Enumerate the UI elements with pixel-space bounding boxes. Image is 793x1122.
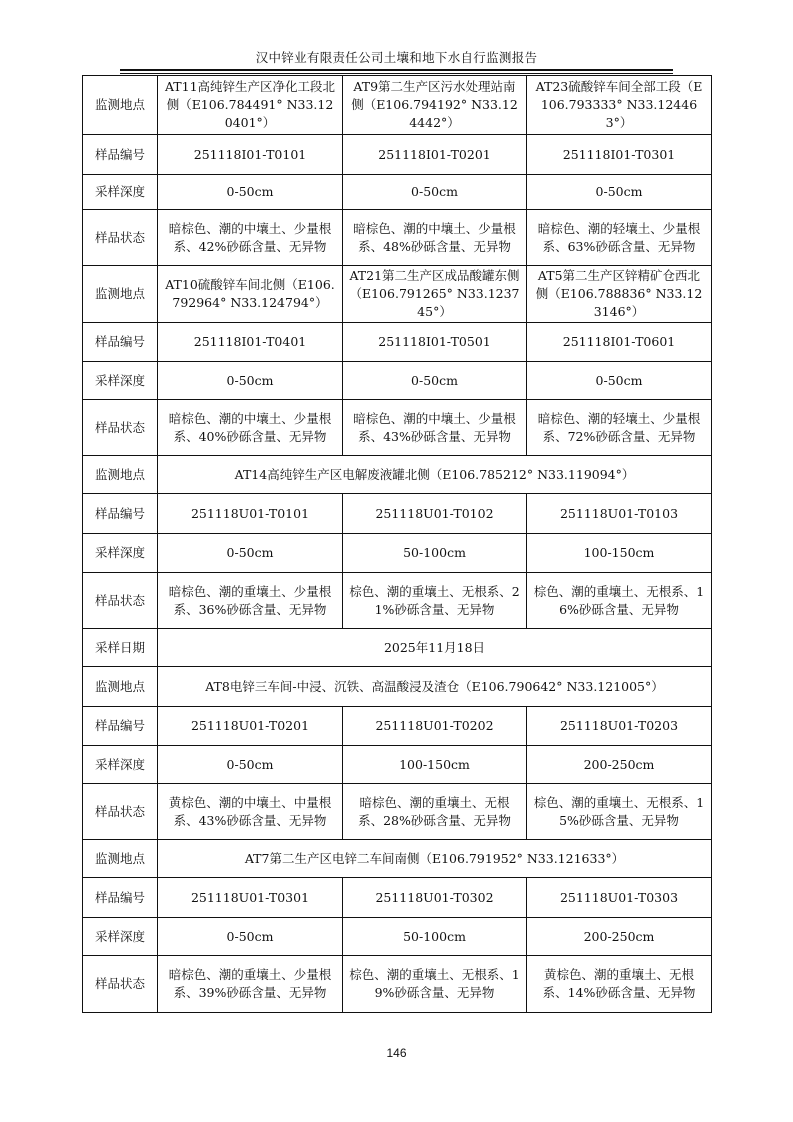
table-row bbox=[83, 135, 712, 175]
location-cell: AT23硫酸锌车间全部工段（E106.793333° N33.124463°） bbox=[527, 76, 712, 135]
status-cell: 暗棕色、潮的重壤土、无根系、28%砂砾含量、无异物 bbox=[343, 784, 527, 840]
table-row bbox=[83, 840, 712, 878]
depth-cell: 100-150cm bbox=[343, 746, 527, 784]
table-row bbox=[83, 362, 712, 400]
row-label-status: 样品状态 bbox=[83, 573, 158, 629]
row-label-status: 样品状态 bbox=[83, 400, 158, 456]
sample-id-cell: 251118U01-T0302 bbox=[343, 878, 527, 918]
row-label-location: 监测地点 bbox=[83, 667, 158, 707]
row-label-sample-id: 样品编号 bbox=[83, 135, 158, 175]
sample-id-cell: 251118U01-T0301 bbox=[158, 878, 343, 918]
depth-cell: 0-50cm bbox=[158, 746, 343, 784]
sample-id-cell: 251118I01-T0201 bbox=[343, 135, 527, 175]
row-label-status: 样品状态 bbox=[83, 956, 158, 1013]
table-row bbox=[83, 918, 712, 956]
status-cell: 暗棕色、潮的中壤土、少量根系、40%砂砾含量、无异物 bbox=[158, 400, 343, 456]
row-label-location: 监测地点 bbox=[83, 266, 158, 323]
sample-id-cell: 251118U01-T0303 bbox=[527, 878, 712, 918]
sample-id-cell: 251118I01-T0101 bbox=[158, 135, 343, 175]
location-cell: AT21第二生产区成品酸罐东侧（E106.791265° N33.123745°） bbox=[343, 266, 527, 323]
sample-id-cell: 251118U01-T0202 bbox=[343, 707, 527, 746]
report-header-title: 汉中锌业有限责任公司土壤和地下水自行监测报告 bbox=[255, 50, 538, 65]
status-cell: 暗棕色、潮的轻壤土、少量根系、72%砂砾含量、无异物 bbox=[527, 400, 712, 456]
table-row bbox=[83, 667, 712, 707]
depth-cell: 50-100cm bbox=[343, 918, 527, 956]
header-rule-thick bbox=[120, 69, 673, 71]
table-row bbox=[83, 400, 712, 456]
location-cell-merged: AT14高纯锌生产区电解废液罐北侧（E106.785212° N33.119094°） bbox=[158, 456, 712, 494]
row-label-depth: 采样深度 bbox=[83, 534, 158, 573]
location-cell: AT10硫酸锌车间北侧（E106.792964° N33.124794°） bbox=[158, 266, 343, 323]
depth-cell: 0-50cm bbox=[158, 175, 343, 210]
status-cell: 暗棕色、潮的重壤土、少量根系、39%砂砾含量、无异物 bbox=[158, 956, 343, 1013]
table-row bbox=[83, 629, 712, 667]
row-label-status: 样品状态 bbox=[83, 210, 158, 266]
sample-id-cell: 251118I01-T0401 bbox=[158, 323, 343, 362]
row-label-sample-id: 样品编号 bbox=[83, 494, 158, 534]
depth-cell: 0-50cm bbox=[527, 362, 712, 400]
depth-cell: 200-250cm bbox=[527, 918, 712, 956]
status-cell: 棕色、潮的重壤土、无根系、16%砂砾含量、无异物 bbox=[527, 573, 712, 629]
status-cell: 暗棕色、潮的轻壤土、少量根系、63%砂砾含量、无异物 bbox=[527, 210, 712, 266]
row-label-location: 监测地点 bbox=[83, 76, 158, 135]
table-row bbox=[83, 210, 712, 266]
depth-cell: 50-100cm bbox=[343, 534, 527, 573]
sample-id-cell: 251118U01-T0102 bbox=[343, 494, 527, 534]
depth-cell: 200-250cm bbox=[527, 746, 712, 784]
header-rule-thin bbox=[120, 73, 673, 74]
location-cell-merged: AT7第二生产区电锌二车间南侧（E106.791952° N33.121633°） bbox=[158, 840, 712, 878]
row-label-sample-id: 样品编号 bbox=[83, 707, 158, 746]
table-row bbox=[83, 534, 712, 573]
location-cell: AT11高纯锌生产区净化工段北侧（E106.784491° N33.120401°） bbox=[158, 76, 343, 135]
sample-id-cell: 251118U01-T0201 bbox=[158, 707, 343, 746]
status-cell: 暗棕色、潮的重壤土、少量根系、36%砂砾含量、无异物 bbox=[158, 573, 343, 629]
row-label-location: 监测地点 bbox=[83, 840, 158, 878]
status-cell: 黄棕色、潮的中壤土、中量根系、43%砂砾含量、无异物 bbox=[158, 784, 343, 840]
sample-id-cell: 251118I01-T0501 bbox=[343, 323, 527, 362]
table-row bbox=[83, 784, 712, 840]
depth-cell: 0-50cm bbox=[343, 175, 527, 210]
depth-cell: 0-50cm bbox=[158, 362, 343, 400]
monitoring-table bbox=[82, 75, 712, 1013]
table-row bbox=[83, 573, 712, 629]
row-label-depth: 采样深度 bbox=[83, 362, 158, 400]
row-label-sample-id: 样品编号 bbox=[83, 878, 158, 918]
location-cell-merged: AT8电锌三车间-中浸、沉铁、高温酸浸及渣仓（E106.790642° N33.121005°） bbox=[158, 667, 712, 707]
table-row bbox=[83, 494, 712, 534]
depth-cell: 0-50cm bbox=[158, 534, 343, 573]
sample-id-cell: 251118U01-T0101 bbox=[158, 494, 343, 534]
status-cell: 黄棕色、潮的重壤土、无根系、14%砂砾含量、无异物 bbox=[527, 956, 712, 1013]
row-label-depth: 采样深度 bbox=[83, 175, 158, 210]
sample-id-cell: 251118I01-T0301 bbox=[527, 135, 712, 175]
row-label-location: 监测地点 bbox=[83, 456, 158, 494]
table-row bbox=[83, 175, 712, 210]
row-label-status: 样品状态 bbox=[83, 784, 158, 840]
table-row bbox=[83, 878, 712, 918]
sample-id-cell: 251118I01-T0601 bbox=[527, 323, 712, 362]
row-label-depth: 采样深度 bbox=[83, 918, 158, 956]
table-row bbox=[83, 707, 712, 746]
location-cell: AT9第二生产区污水处理站南侧（E106.794192° N33.124442°） bbox=[343, 76, 527, 135]
table-row bbox=[83, 456, 712, 494]
depth-cell: 100-150cm bbox=[527, 534, 712, 573]
depth-cell: 0-50cm bbox=[527, 175, 712, 210]
status-cell: 棕色、潮的重壤土、无根系、19%砂砾含量、无异物 bbox=[343, 956, 527, 1013]
row-label-depth: 采样深度 bbox=[83, 746, 158, 784]
table-row bbox=[83, 323, 712, 362]
status-cell: 棕色、潮的重壤土、无根系、21%砂砾含量、无异物 bbox=[343, 573, 527, 629]
table-row bbox=[83, 76, 712, 135]
location-cell: AT5第二生产区锌精矿仓西北侧（E106.788836° N33.123146°） bbox=[527, 266, 712, 323]
table-row bbox=[83, 266, 712, 323]
status-cell: 棕色、潮的重壤土、无根系、15%砂砾含量、无异物 bbox=[527, 784, 712, 840]
page-number: 146 bbox=[386, 1046, 407, 1060]
sample-id-cell: 251118U01-T0203 bbox=[527, 707, 712, 746]
sample-id-cell: 251118U01-T0103 bbox=[527, 494, 712, 534]
row-label-sampling-date: 采样日期 bbox=[83, 629, 158, 667]
row-label-sample-id: 样品编号 bbox=[83, 323, 158, 362]
status-cell: 暗棕色、潮的中壤土、少量根系、42%砂砾含量、无异物 bbox=[158, 210, 343, 266]
status-cell: 暗棕色、潮的中壤土、少量根系、48%砂砾含量、无异物 bbox=[343, 210, 527, 266]
sampling-date-cell: 2025年11月18日 bbox=[158, 629, 712, 667]
table-row bbox=[83, 746, 712, 784]
depth-cell: 0-50cm bbox=[343, 362, 527, 400]
depth-cell: 0-50cm bbox=[158, 918, 343, 956]
status-cell: 暗棕色、潮的中壤土、少量根系、43%砂砾含量、无异物 bbox=[343, 400, 527, 456]
table-row bbox=[83, 956, 712, 1013]
